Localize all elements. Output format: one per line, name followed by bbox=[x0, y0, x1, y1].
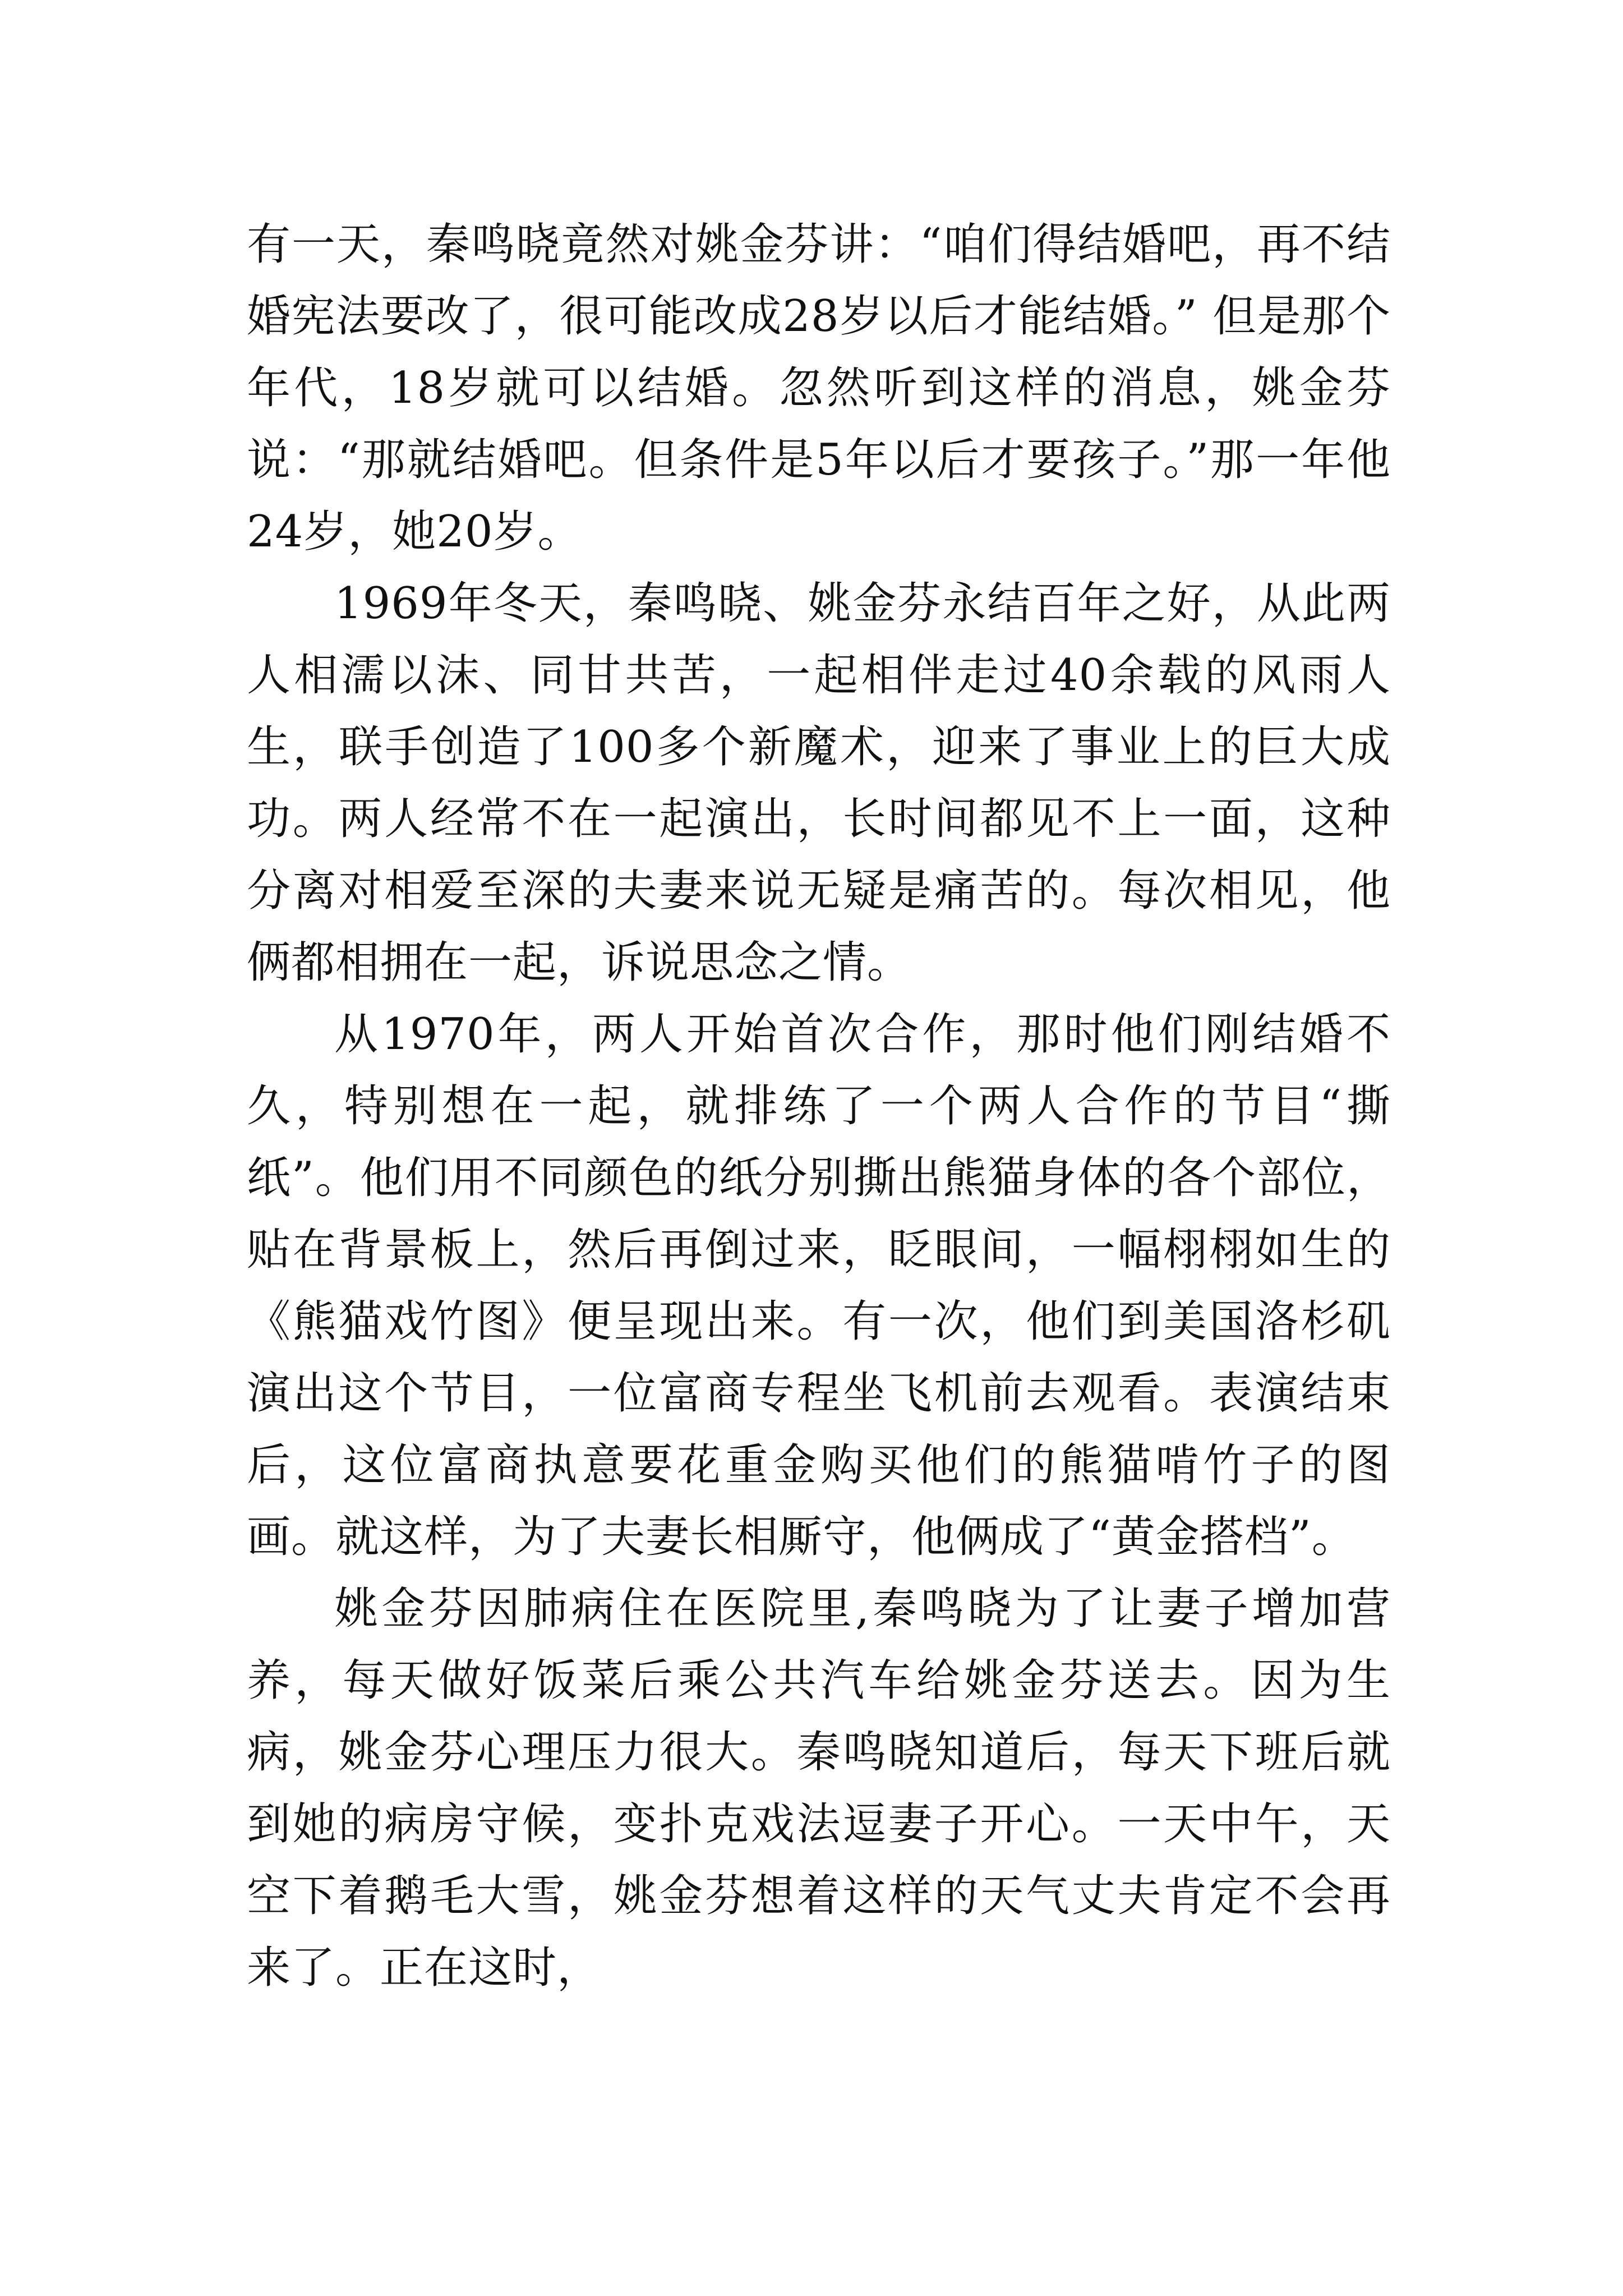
paragraph-2: 1969年冬天，秦鸣晓、姚金芬永结百年之好，从此两人相濡以沫、同甘共苦，一起相伴走过40余载的风雨人生，联手创造了100多个新魔术，迎来了事业上的巨大成功。两人经常不在一起演出，长时间都见不上一面，这种分离对相爱至深的夫妻来说无疑是痛苦的。每次相见，他俩都相拥在一起，诉说思念之情。 bbox=[247, 578, 1391, 988]
paragraph-4: 姚金芬因肺病住在医院里,秦鸣晓为了让妻子增加营养，每天做好饭菜后乘公共汽车给姚金芬送去。因为生病，姚金芬心理压力很大。秦鸣晓知道后，每天下班后就到她的病房守候，变扑克戏法逗妻子开心。一天中午，天空下着鹅毛大雪，姚金芬想着这样的天气丈夫肯定不会再来了。正在这时， bbox=[247, 1584, 1391, 1993]
paragraph-1: 有一天，秦鸣晓竟然对姚金芬讲：“咱们得结婚吧，再不结婚宪法要改了，很可能改成28岁以后才能结婚。” 但是那个年代，18岁就可以结婚。忽然听到这样的消息，姚金芬说：“那就结婚吧。但条件是5年以后才要孩子。”那一年他24岁，她20岁。 bbox=[247, 219, 1391, 557]
article-body bbox=[247, 209, 1391, 2004]
paragraph-3: 从1970年，两人开始首次合作，那时他们刚结婚不久，特别想在一起，就排练了一个两人合作的节目“撕纸”。他们用不同颜色的纸分别撕出熊猫身体的各个部位，贴在背景板上，然后再倒过来，眨眼间，一幅栩栩如生的《熊猫戏竹图》便呈现出来。有一次，他们到美国洛杉矶演出这个节目，一位富商专程坐飞机前去观看。表演结束后，这位富商执意要花重金购买他们的熊猫啃竹子的图画。就这样，为了夫妻长相厮守，他俩成了“黄金搭档”。 bbox=[247, 1009, 1391, 1562]
